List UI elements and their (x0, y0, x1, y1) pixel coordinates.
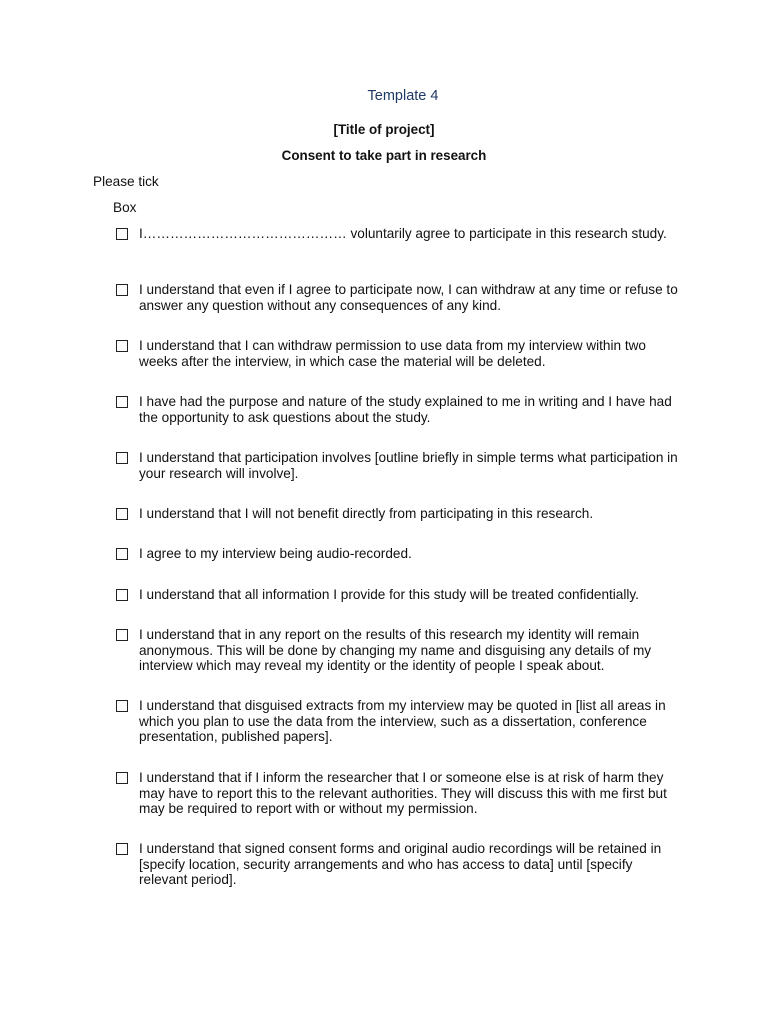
template-label: Template 4 (367, 88, 439, 104)
statement-text: I understand that in any report on the results of this research my identity will remain anonymous. This will be done by changing my name and disguising any details of my interview which may reveal my identity or the identity of people I speak about. (139, 627, 652, 674)
statement-text: I understand that I can withdraw permission to use data from my interview within two weeks after the interview, in which case the material will be deleted. (139, 338, 646, 369)
consent-checkbox[interactable] (116, 772, 128, 784)
consent-checkbox[interactable] (116, 396, 128, 408)
statement-text: I agree to my interview being audio-recorded. (139, 546, 412, 561)
consent-checkbox[interactable] (116, 700, 128, 712)
consent-checkbox[interactable] (116, 340, 128, 352)
box-column-label: Box (113, 200, 137, 215)
consent-checkbox[interactable] (116, 589, 128, 601)
statement-text: I understand that all information I provide for this study will be treated confidentially. (139, 587, 639, 602)
consent-checkbox[interactable] (116, 508, 128, 520)
statement-text: I……………………………………… voluntarily agree to participate in this research study. (139, 226, 667, 241)
consent-checkbox[interactable] (116, 284, 128, 296)
consent-checkbox[interactable] (116, 228, 128, 240)
statement-text: I understand that participation involves [outline briefly in simple terms what participation in your research will involve]. (139, 450, 678, 481)
statement-text: I understand that even if I agree to participate now, I can withdraw at any time or refuse to answer any question without any consequences of any kind. (139, 282, 678, 313)
statement-text: I understand that if I inform the researcher that I or someone else is at risk of harm they may have to report this to the relevant authorities. They will discuss this with me first but may be required to report with or without my permission. (139, 770, 667, 817)
statement-text: I have had the purpose and nature of the study explained to me in writing and I have had the opportunity to ask questions about the study. (139, 394, 672, 425)
consent-checkbox[interactable] (116, 548, 128, 560)
consent-heading: Consent to take part in research (281, 148, 487, 163)
consent-checkbox[interactable] (116, 843, 128, 855)
project-title: [Title of project] (333, 122, 435, 137)
please-tick-label: Please tick (93, 174, 159, 189)
statement-text: I understand that I will not benefit directly from participating in this research. (139, 506, 594, 521)
consent-checkbox[interactable] (116, 629, 128, 641)
statement-text: I understand that disguised extracts from my interview may be quoted in [list all areas in which you plan to use the data from the interview, such as a dissertation, conference presentation, published papers]. (139, 698, 666, 745)
statement-text: I understand that signed consent forms and original audio recordings will be retained in [specify location, security arrangements and who has access to data] until [specify relevant period]. (139, 841, 662, 888)
consent-checkbox[interactable] (116, 452, 128, 464)
